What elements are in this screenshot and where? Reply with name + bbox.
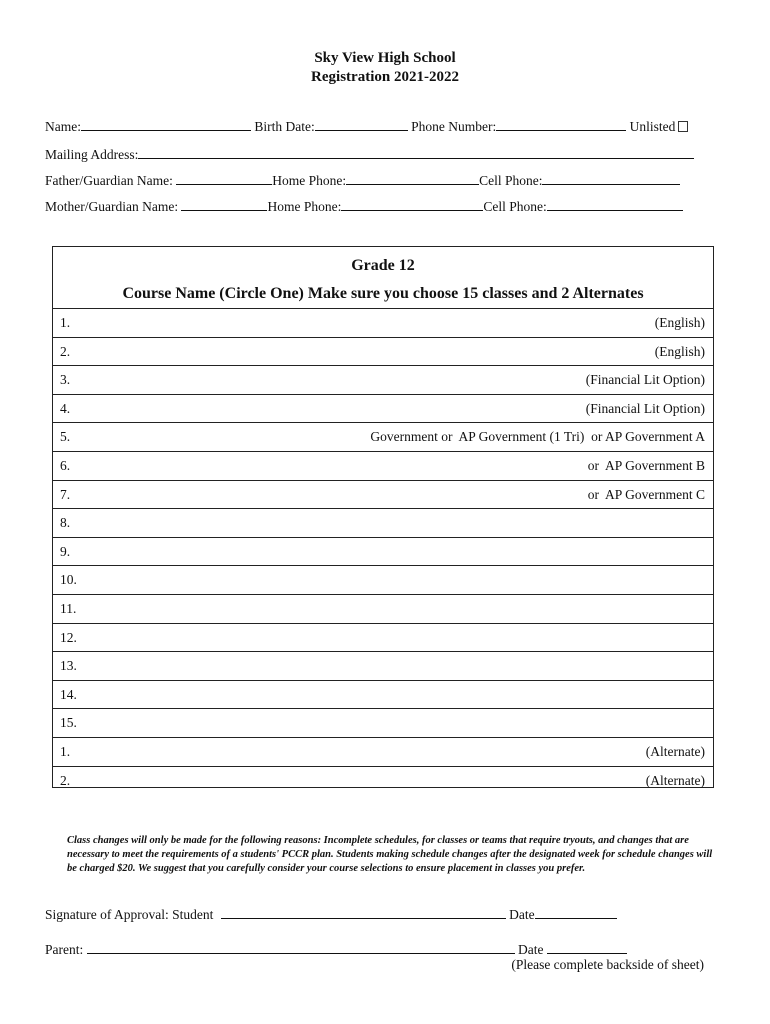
course-row[interactable] [53,308,713,336]
course-row-number: 3. [60,372,71,388]
course-row-note: or AP Government B [587,458,705,473]
course-row-number: 8. [60,515,71,531]
course-row-number: 15. [60,715,77,731]
course-row[interactable] [53,537,713,565]
unlisted-label: Unlisted [629,119,676,134]
disclaimer-text: Class changes will only be made for the following reasons: Incomplete schedules, for classes or teams that require tryouts, and changes that are necessary to meet the requirements of a students' PCCR plan. Students making schedule changes after the designated week for schedule changes will be charged $20. We suggest that you carefully consider your course selections to ensure placement in classes you prefer. [67,835,713,874]
course-row[interactable] [53,680,713,708]
course-row-note: (Financial Lit Option) [585,372,705,388]
course-row[interactable] [53,422,713,450]
grade-heading: Grade 12 [351,257,415,274]
parent-date-field[interactable] [547,941,627,954]
course-row-number: 10. [60,572,77,588]
course-row[interactable] [53,708,713,736]
mother-home-phone-label: Home Phone: [267,199,342,214]
course-row[interactable] [53,365,713,393]
parent-date-label: Date [518,942,544,957]
course-row-note: (English) [654,343,705,359]
course-row[interactable] [53,394,713,422]
course-row[interactable] [53,565,713,593]
course-row-number: 13. [60,658,77,674]
registration-year: Registration 2021-2022 [311,69,459,85]
father-name-field[interactable] [176,172,272,185]
phone-field[interactable] [496,118,626,131]
parent-signature-label: Parent: [45,942,84,957]
course-row[interactable] [53,337,713,365]
mother-line [45,198,715,215]
father-home-phone-field[interactable] [346,172,479,185]
student-signature-field[interactable] [221,906,506,919]
mailing-field[interactable] [138,146,694,159]
course-row-number: 1. [60,315,71,330]
course-row-note: (Financial Lit Option) [585,400,705,416]
father-line [45,172,715,189]
parent-signature-line [45,941,627,958]
course-row-note: Government or AP Government (1 Tri) or AP Government A [370,429,705,445]
course-row-number: 1. [60,744,71,759]
mother-name-field[interactable] [181,198,267,211]
course-row-number: 4. [60,400,71,416]
father-label: Father/Guardian Name: [45,173,173,188]
school-name: Sky View High School [314,50,456,66]
backside-footnote: (Please complete backside of sheet) [511,957,704,972]
parent-signature-field[interactable] [87,941,515,954]
name-label: Name: [45,119,81,134]
course-row-note: (Alternate) [645,772,705,788]
course-row[interactable] [53,480,713,508]
course-row-number: 2. [60,343,71,359]
name-field[interactable] [81,118,251,131]
student-signature-line [45,906,617,923]
course-row-number: 2. [60,772,71,788]
mailing-label: Mailing Address: [45,147,139,162]
course-row[interactable] [53,623,713,651]
student-info-line [45,118,715,135]
mailing-line [45,146,715,163]
course-row[interactable] [53,594,713,622]
course-row-number: 11. [60,601,77,616]
course-row-number: 5. [60,429,71,445]
phone-label: Phone Number: [411,119,497,134]
course-row-number: 9. [60,543,71,559]
course-row-note: (Alternate) [645,744,705,759]
mother-cell-phone-field[interactable] [547,198,683,211]
student-signature-label: Signature of Approval: Student [45,907,214,922]
mother-home-phone-field[interactable] [341,198,483,211]
father-cell-phone-field[interactable] [542,172,680,185]
mother-cell-phone-label: Cell Phone: [483,199,547,214]
student-date-field[interactable] [535,906,617,919]
mother-label: Mother/Guardian Name: [45,199,179,214]
course-row[interactable] [53,508,713,536]
father-home-phone-label: Home Phone: [272,173,347,188]
student-date-label: Date [509,907,535,922]
unlisted-checkbox[interactable] [678,121,688,132]
father-cell-phone-label: Cell Phone: [479,173,543,188]
course-row[interactable] [53,766,713,794]
course-row-number: 7. [60,486,71,502]
birth-date-field[interactable] [315,118,408,131]
course-row-number: 6. [60,458,71,473]
course-row-number: 12. [60,629,77,645]
course-row[interactable] [53,451,713,479]
course-row-number: 14. [60,686,77,702]
course-heading: Course Name (Circle One) Make sure you choose 15 classes and 2 Alternates [122,285,644,302]
course-row-note: or AP Government C [587,486,705,502]
course-row-note: (English) [654,315,705,330]
birth-date-label: Birth Date: [254,119,315,134]
course-table [52,246,714,788]
course-row[interactable] [53,737,713,765]
course-row[interactable] [53,651,713,679]
